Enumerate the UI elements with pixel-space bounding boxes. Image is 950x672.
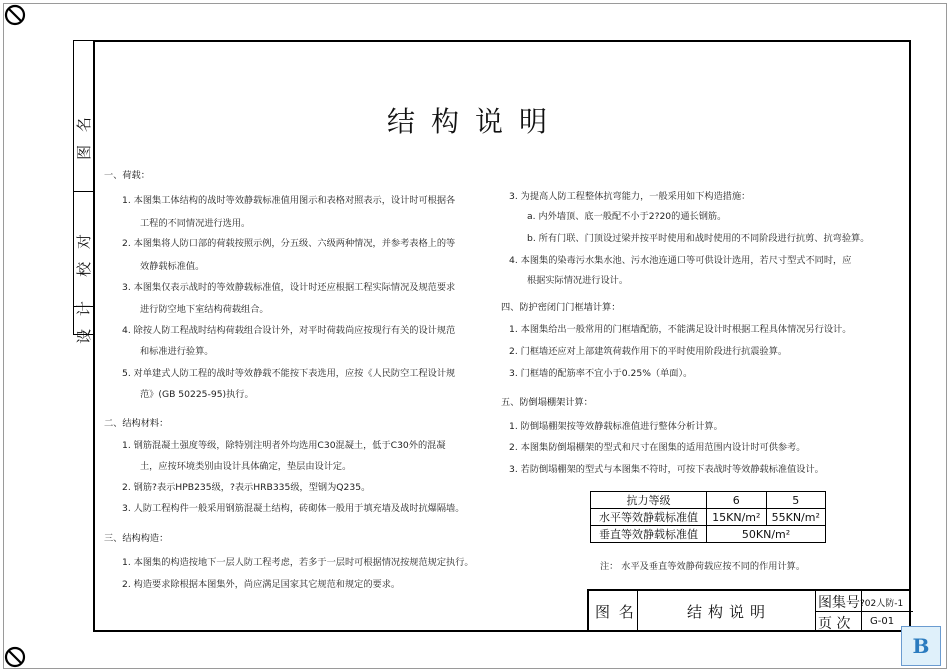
title-block	[587, 589, 911, 632]
table-row	[591, 526, 826, 543]
note-line: 3. 门框墙的配筋率不宜小于0.25%（单面）。	[509, 368, 693, 379]
title-block-atlas-value: ?02人防-1	[860, 599, 904, 609]
note-line: 2. 本图集将人防口部的荷载按照示例，分五级、六级两种情况，并参考表格上的等	[122, 238, 456, 249]
note-line: 2. 钢筋?表示HPB235级，?表示HRB335级，型钢为Q235。	[122, 482, 371, 493]
note-line: 1. 本图集工体结构的战时等效静载标准值用图示和表格对照表示，设计时可根据各	[122, 195, 456, 206]
table-cell: 垂直等效静载标准值	[591, 526, 707, 543]
table-cell: 水平等效静载标准值	[591, 509, 707, 526]
title-block-page-value: G-01	[870, 616, 895, 627]
side-label-name: 图 名	[75, 112, 93, 160]
table-cell: 6	[707, 492, 766, 509]
section-heading: 一、荷载：	[104, 170, 150, 181]
table-cell: 5	[766, 492, 825, 509]
section-heading: 四、防护密闭门门框墙计算：	[501, 302, 621, 313]
note-line: 根据实际情况进行设计。	[527, 275, 629, 286]
table-cell: 50KN/m²	[707, 526, 826, 543]
table-cell: 15KN/m²	[707, 509, 766, 526]
note-line: 4. 本图集的染毒污水集水池、污水池连通口等可供设计选用，若尺寸型式不同时，应	[509, 255, 852, 266]
side-label-design: 设 计	[75, 296, 93, 344]
section-heading: 二、结构材料：	[104, 418, 169, 429]
table-row	[591, 492, 826, 509]
note-line: 和标准进行验算。	[140, 346, 214, 357]
note-line: 1. 本图集给出一般常用的门框墙配筋，不能满足设计时根据工程具体情况另行设计。	[509, 324, 852, 335]
load-table	[590, 491, 826, 543]
section-heading: 三、结构构造：	[104, 533, 169, 544]
note-line: 2. 门框墙还应对上部建筑荷载作用下的平时使用阶段进行抗震验算。	[509, 346, 788, 357]
note-line: 进行防空地下室结构荷载组合。	[140, 304, 269, 315]
side-approval-strip	[73, 40, 93, 344]
note-line: 工程的不同情况进行选用。	[140, 218, 251, 229]
table-cell: 抗力等级	[591, 492, 707, 509]
table-cell: 55KN/m²	[766, 509, 825, 526]
title-block-name-value: 结构说明	[687, 603, 772, 621]
note-line: 3. 人防工程构件一般采用钢筋混凝土结构，砖砌体一般用于填充墙及战时抗爆隔墙。	[122, 503, 465, 514]
note-line: a. 内外墙顶、底一般配不小于2?20的通长钢筋。	[527, 211, 727, 222]
note-line: 2. 构造要求除根据本图集外，尚应满足国家其它规范和规定的要求。	[122, 579, 401, 590]
no-entry-icon	[4, 4, 26, 26]
note-line: 效静载标准值。	[140, 261, 205, 272]
title-block-atlas-label: 图集号	[818, 595, 860, 611]
note-line: 1. 钢筋混凝土强度等级，除特别注明者外均选用C30混凝土，低于C30外的混凝	[122, 440, 446, 451]
table-note: 注： 水平及垂直等效静荷载应按不同的作用计算。	[600, 561, 806, 572]
note-line: 5. 对单建式人防工程的战时等效静载不能按下表选用，应按《人民防空工程设计规	[122, 368, 456, 379]
note-line: 土，应按环境类别由设计具体确定，垫层由设计定。	[140, 461, 352, 472]
note-line: 3. 为提高人防工程整体抗弯能力，一般采用如下构造措施：	[509, 191, 751, 202]
section-heading: 五、防倒塌棚架计算：	[501, 397, 593, 408]
table-row	[591, 509, 826, 526]
no-entry-icon	[4, 646, 26, 668]
title-block-page-label: 页 次	[818, 616, 851, 632]
side-label-check: 校 对	[75, 230, 93, 277]
note-line: 范》(GB 50225-95)执行。	[140, 389, 254, 400]
note-line: 3. 本图集仅表示战时的等效静载标准值，设计时还应根据工程实际情况及规范要求	[122, 282, 456, 293]
note-line: b. 所有门联、门顶设过梁并按平时使用和战时使用的不同阶段进行抗剪、抗弯验算。	[527, 233, 870, 244]
note-line: 1. 本图集的构造按地下一层人防工程考虑，若多于一层时可根据情况按规范规定执行。	[122, 557, 474, 568]
page-title: 结构说明	[386, 105, 563, 138]
note-line: 3. 若防倒塌棚架的型式与本图集不符时，可按下表战时等效静载标准值设计。	[509, 464, 824, 475]
note-line: 4. 除按人防工程战时结构荷载组合设计外，对平时荷载尚应按现行有关的设计规范	[122, 325, 456, 336]
app-logo-icon: B	[901, 626, 941, 666]
note-line: 2. 本图集防倒塌棚架的型式和尺寸在图集的适用范围内设计时可供参考。	[509, 442, 806, 453]
note-line: 1. 防倒塌棚架按等效静载标准值进行整体分析计算。	[509, 421, 723, 432]
title-block-name-label: 图 名	[595, 603, 636, 621]
